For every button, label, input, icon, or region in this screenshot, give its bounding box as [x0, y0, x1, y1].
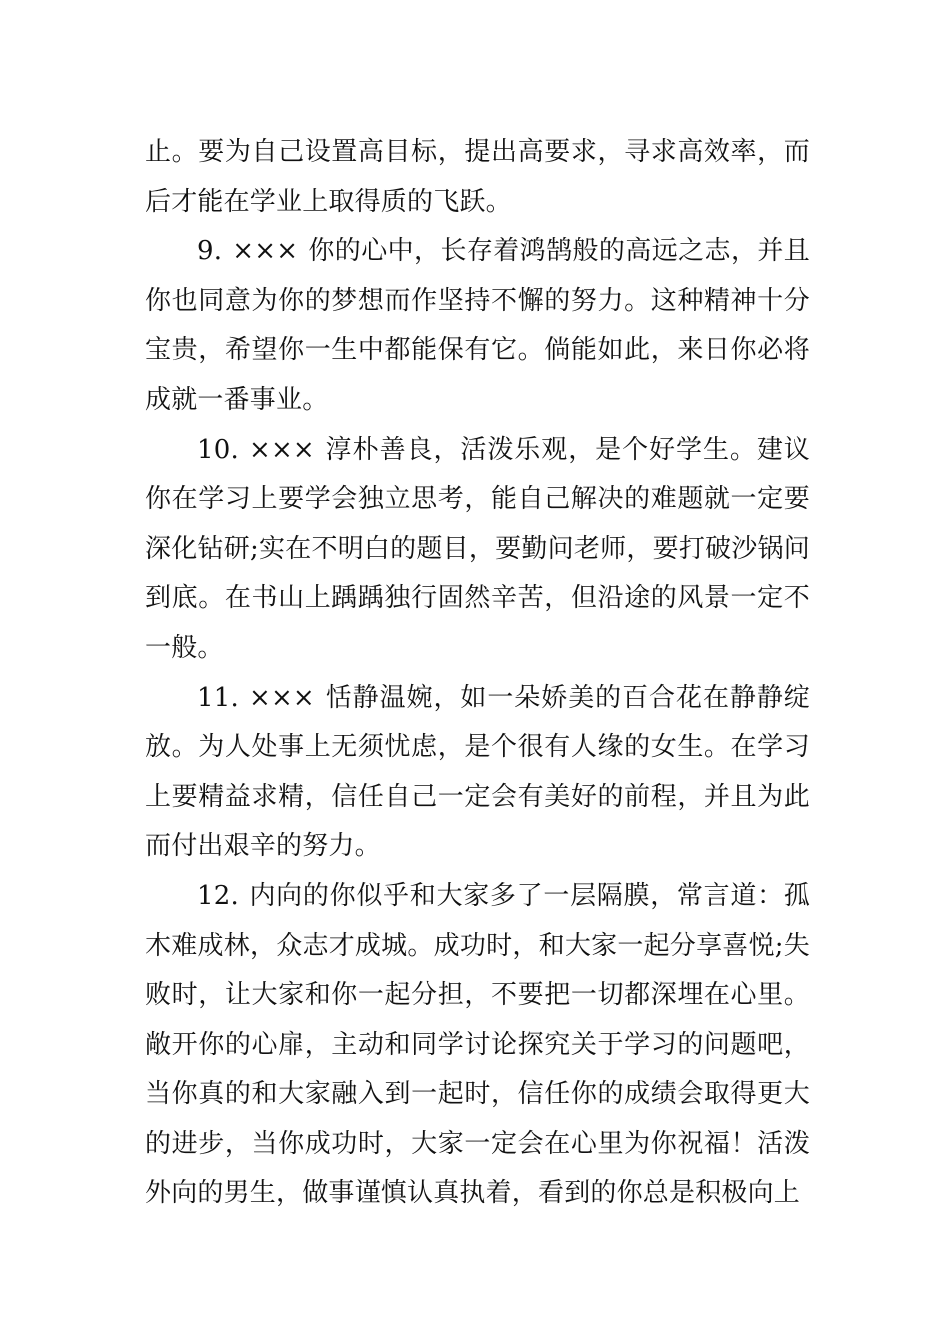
- item-number: 11.: [197, 682, 239, 713]
- student-name: ×××: [232, 236, 299, 267]
- paragraph-text: 内向的你似乎和大家多了一层隔膜，常言道：孤木难成林，众志才成城。成功时，和大家一起分享喜悦;失败时，让大家和你一起分担，不要把一切都深埋在心里。敞开你的心扉，主动和同学讨论探究关于学习的问题吧，当你真的和大家融入到一起时，信任你的成绩会取得更大的进步，当你成功时，大家一定会在心里为你祝福！活泼外向的男生，做事谨慎认真执着，看到的你总是积极向上: [145, 880, 810, 1209]
- item-number: 9.: [197, 236, 223, 267]
- document-body: [145, 128, 810, 1219]
- paragraph-text: 止。要为自己设置高目标，提出高要求，寻求高效率，而后才能在学业上取得质的飞跃。: [145, 137, 810, 217]
- item-number: 12.: [197, 880, 239, 911]
- paragraph-item-10: [145, 426, 810, 674]
- paragraph-continuation: [145, 128, 810, 227]
- item-number: 10.: [197, 434, 239, 465]
- paragraph-text: 你的心中，长存着鸿鹄般的高远之志，并且你也同意为你的梦想而作坚持不懈的努力。这种精神十分宝贵，希望你一生中都能保有它。倘能如此，来日你必将成就一番事业。: [145, 236, 810, 415]
- paragraph-item-11: [145, 674, 810, 872]
- paragraph-text: 淳朴善良，活泼乐观，是个好学生。建议你在学习上要学会独立思考，能自己解决的难题就一定要深化钻研;实在不明白的题目，要勤问老师，要打破沙锅问到底。在书山上踽踽独行固然辛苦，但沿途的风景一定不一般。: [145, 434, 810, 663]
- student-name: ×××: [248, 682, 315, 713]
- paragraph-text: 恬静温婉，如一朵娇美的百合花在静静绽放。为人处事上无须忧虑，是个很有人缘的女生。在学习上要精益求精，信任自己一定会有美好的前程，并且为此而付出艰辛的努力。: [145, 682, 810, 862]
- paragraph-item-12: [145, 872, 810, 1219]
- student-name: ×××: [248, 434, 315, 465]
- paragraph-item-9: [145, 227, 810, 425]
